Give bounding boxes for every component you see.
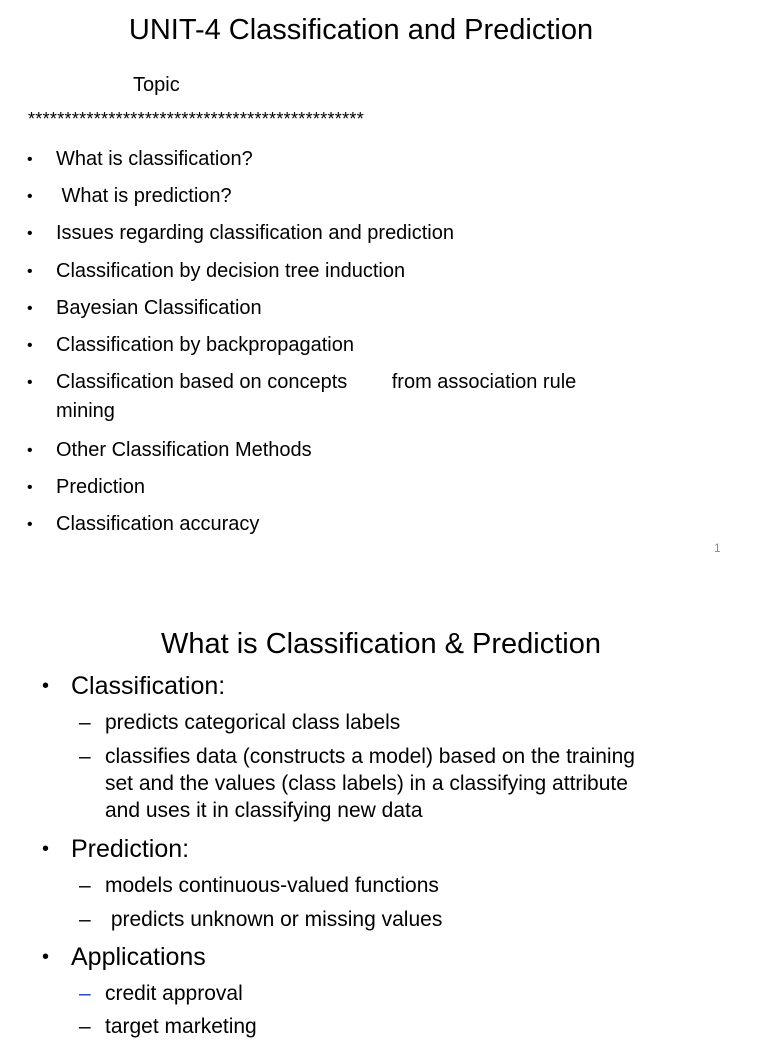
bullet-icon: • bbox=[42, 675, 50, 697]
section-heading-text: Prediction: bbox=[71, 835, 190, 863]
bullet-icon: • bbox=[27, 263, 33, 280]
list-item-text: Classification by backpropagation bbox=[56, 334, 354, 356]
page-number: 1 bbox=[714, 541, 721, 555]
list-item bbox=[0, 369, 700, 429]
dash-icon: – bbox=[79, 1015, 91, 1038]
topic-label: Topic bbox=[133, 74, 180, 96]
dash-icon: – bbox=[79, 908, 91, 931]
list-item-text: Prediction bbox=[56, 476, 145, 498]
section-heading-text: Classification: bbox=[71, 672, 226, 700]
sub-point-text: predicts categorical class labels bbox=[105, 711, 401, 734]
bullet-icon: • bbox=[27, 479, 33, 496]
dash-icon: – bbox=[79, 711, 91, 734]
bullet-icon: • bbox=[27, 374, 33, 391]
bullet-icon: • bbox=[27, 300, 33, 317]
bullet-icon: • bbox=[42, 946, 50, 968]
bullet-icon: • bbox=[27, 151, 33, 168]
slide2-title: What is Classification & Prediction bbox=[161, 628, 601, 660]
bullet-icon: • bbox=[42, 838, 50, 860]
separator-line: ********************************************** bbox=[28, 109, 365, 129]
bullet-icon: • bbox=[27, 225, 33, 242]
sub-point-text: target marketing bbox=[105, 1015, 257, 1038]
dash-icon: – bbox=[79, 982, 91, 1005]
list-item-text: What is classification? bbox=[56, 148, 253, 170]
list-item-text: Classification accuracy bbox=[56, 513, 260, 535]
sub-point-text: set and the values (class labels) in a classifying attribute bbox=[105, 772, 628, 795]
bullet-icon: • bbox=[27, 442, 33, 459]
dash-icon: – bbox=[79, 874, 91, 897]
sub-point-text: predicts unknown or missing values bbox=[105, 908, 443, 931]
sub-point-text: models continuous-valued functions bbox=[105, 874, 439, 897]
list-item-text: Other Classification Methods bbox=[56, 439, 312, 461]
bullet-icon: • bbox=[27, 188, 33, 205]
bullet-icon: • bbox=[27, 337, 33, 354]
list-item-text-continued: mining bbox=[56, 400, 115, 422]
list-item-text: Classification based on concepts from association rule bbox=[56, 371, 577, 393]
list-item-text: Classification by decision tree induction bbox=[56, 260, 406, 282]
sub-point-text: classifies data (constructs a model) based on the training bbox=[105, 745, 635, 768]
sub-point-text: credit approval bbox=[105, 982, 243, 1005]
list-item-text: Issues regarding classification and prediction bbox=[56, 222, 454, 244]
dash-icon: – bbox=[79, 745, 91, 768]
list-item-text: Bayesian Classification bbox=[56, 297, 262, 319]
slide1-title: UNIT-4 Classification and Prediction bbox=[128, 14, 594, 46]
bullet-icon: • bbox=[27, 516, 33, 533]
sub-point-text: and uses it in classifying new data bbox=[105, 799, 423, 822]
section-heading-text: Applications bbox=[71, 943, 206, 971]
list-item-text: What is prediction? bbox=[56, 185, 232, 207]
